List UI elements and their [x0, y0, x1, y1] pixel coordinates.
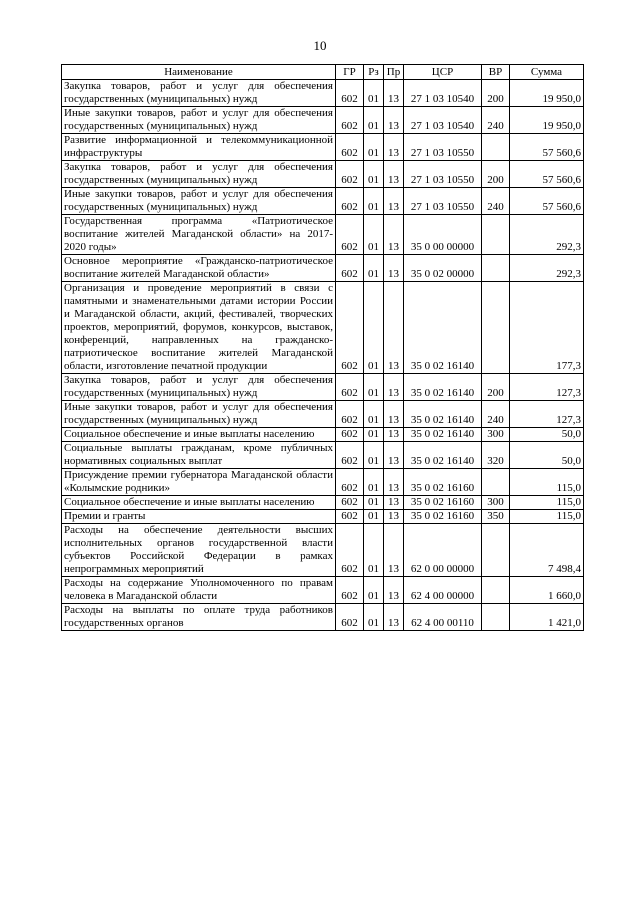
- cell-rz: 01: [364, 577, 384, 604]
- cell-pr: 13: [384, 496, 404, 510]
- table-row: [62, 188, 584, 215]
- cell-sum: 115,0: [510, 469, 584, 496]
- cell-csr: 35 0 02 16140: [404, 374, 482, 401]
- table-row: [62, 374, 584, 401]
- cell-rz: 01: [364, 161, 384, 188]
- header-gr: ГР: [336, 65, 364, 80]
- cell-pr: 13: [384, 469, 404, 496]
- cell-rz: 01: [364, 469, 384, 496]
- cell-sum: 19 950,0: [510, 107, 584, 134]
- header-pr: Пр: [384, 65, 404, 80]
- table-row: [62, 428, 584, 442]
- cell-csr: 35 0 02 16140: [404, 282, 482, 374]
- cell-sum: 57 560,6: [510, 134, 584, 161]
- cell-rz: 01: [364, 604, 384, 631]
- cell-rz: 01: [364, 442, 384, 469]
- cell-gr: 602: [336, 161, 364, 188]
- table-row: [62, 524, 584, 577]
- cell-rz: 01: [364, 255, 384, 282]
- cell-gr: 602: [336, 401, 364, 428]
- cell-csr: 27 1 03 10540: [404, 107, 482, 134]
- cell-pr: 13: [384, 107, 404, 134]
- cell-vr: 300: [482, 496, 510, 510]
- cell-name: Социальное обеспечение и иные выплаты населению: [62, 428, 336, 442]
- cell-pr: 13: [384, 374, 404, 401]
- cell-vr: 200: [482, 374, 510, 401]
- table-row: [62, 134, 584, 161]
- table-row: [62, 604, 584, 631]
- cell-name: Расходы на выплаты по оплате труда работников государственных органов: [62, 604, 336, 631]
- cell-vr: [482, 604, 510, 631]
- cell-gr: 602: [336, 428, 364, 442]
- cell-gr: 602: [336, 496, 364, 510]
- cell-sum: 115,0: [510, 510, 584, 524]
- cell-pr: 13: [384, 524, 404, 577]
- cell-pr: 13: [384, 604, 404, 631]
- cell-rz: 01: [364, 215, 384, 255]
- table-row: [62, 80, 584, 107]
- cell-name: Иные закупки товаров, работ и услуг для обеспечения государственных (муниципальных) нужд: [62, 107, 336, 134]
- cell-gr: 602: [336, 604, 364, 631]
- table-row: [62, 577, 584, 604]
- cell-sum: 127,3: [510, 401, 584, 428]
- cell-rz: 01: [364, 428, 384, 442]
- cell-csr: 35 0 02 16140: [404, 442, 482, 469]
- cell-gr: 602: [336, 134, 364, 161]
- header-rz: Рз: [364, 65, 384, 80]
- cell-name: Социальные выплаты гражданам, кроме публичных нормативных социальных выплат: [62, 442, 336, 469]
- cell-name: Премии и гранты: [62, 510, 336, 524]
- cell-gr: 602: [336, 442, 364, 469]
- cell-rz: 01: [364, 374, 384, 401]
- cell-pr: 13: [384, 80, 404, 107]
- cell-name: Государственная программа «Патриотическое воспитание жителей Магаданской области» на 2017-2020 годы»: [62, 215, 336, 255]
- cell-sum: 127,3: [510, 374, 584, 401]
- cell-name: Организация и проведение мероприятий в связи с памятными и знаменательными датами истории России и Магаданской области, акций, фестивалей, творческих проектов, мероприятий, форумов, конкурсов, выставок, конференций, направленных на гражданско-патриотическое воспитание жителей Магаданской области, изготовление печатной продукции: [62, 282, 336, 374]
- table-row: [62, 161, 584, 188]
- cell-rz: 01: [364, 107, 384, 134]
- cell-rz: 01: [364, 188, 384, 215]
- table-row: [62, 282, 584, 374]
- cell-sum: 57 560,6: [510, 161, 584, 188]
- cell-name: Иные закупки товаров, работ и услуг для обеспечения государственных (муниципальных) нужд: [62, 188, 336, 215]
- cell-csr: 62 4 00 00000: [404, 577, 482, 604]
- cell-rz: 01: [364, 510, 384, 524]
- table-row: [62, 107, 584, 134]
- cell-csr: 35 0 02 16160: [404, 469, 482, 496]
- cell-csr: 27 1 03 10550: [404, 161, 482, 188]
- cell-sum: 50,0: [510, 428, 584, 442]
- cell-name: Присуждение премии губернатора Магаданской области «Колымские родники»: [62, 469, 336, 496]
- cell-rz: 01: [364, 80, 384, 107]
- table-row: [62, 442, 584, 469]
- cell-vr: 240: [482, 401, 510, 428]
- cell-csr: 62 4 00 00110: [404, 604, 482, 631]
- cell-gr: 602: [336, 282, 364, 374]
- cell-csr: 35 0 02 00000: [404, 255, 482, 282]
- cell-name: Основное мероприятие «Гражданско-патриотическое воспитание жителей Магаданской области»: [62, 255, 336, 282]
- cell-gr: 602: [336, 215, 364, 255]
- cell-pr: 13: [384, 428, 404, 442]
- cell-rz: 01: [364, 524, 384, 577]
- cell-rz: 01: [364, 134, 384, 161]
- cell-vr: [482, 134, 510, 161]
- cell-gr: 602: [336, 107, 364, 134]
- cell-sum: 292,3: [510, 255, 584, 282]
- table-row: [62, 255, 584, 282]
- table-body: [62, 80, 584, 631]
- cell-csr: 35 0 02 16160: [404, 496, 482, 510]
- table-header-row: [62, 65, 584, 80]
- cell-sum: 292,3: [510, 215, 584, 255]
- cell-gr: 602: [336, 469, 364, 496]
- cell-pr: 13: [384, 215, 404, 255]
- cell-pr: 13: [384, 510, 404, 524]
- table-row: [62, 401, 584, 428]
- cell-name: Развитие информационной и телекоммуникационной инфраструктуры: [62, 134, 336, 161]
- cell-csr: 35 0 00 00000: [404, 215, 482, 255]
- cell-pr: 13: [384, 577, 404, 604]
- cell-sum: 50,0: [510, 442, 584, 469]
- cell-vr: [482, 524, 510, 577]
- cell-name: Закупка товаров, работ и услуг для обеспечения государственных (муниципальных) нужд: [62, 374, 336, 401]
- cell-name: Социальное обеспечение и иные выплаты населению: [62, 496, 336, 510]
- cell-name: Закупка товаров, работ и услуг для обеспечения государственных (муниципальных) нужд: [62, 80, 336, 107]
- cell-sum: 7 498,4: [510, 524, 584, 577]
- cell-vr: 240: [482, 188, 510, 215]
- cell-pr: 13: [384, 255, 404, 282]
- cell-gr: 602: [336, 80, 364, 107]
- cell-vr: 200: [482, 161, 510, 188]
- cell-name: Иные закупки товаров, работ и услуг для обеспечения государственных (муниципальных) нужд: [62, 401, 336, 428]
- cell-sum: 1 660,0: [510, 577, 584, 604]
- cell-rz: 01: [364, 282, 384, 374]
- page-number: 10: [313, 38, 327, 53]
- cell-csr: 35 0 02 16140: [404, 428, 482, 442]
- cell-vr: 320: [482, 442, 510, 469]
- cell-gr: 602: [336, 188, 364, 215]
- cell-pr: 13: [384, 134, 404, 161]
- cell-rz: 01: [364, 496, 384, 510]
- cell-pr: 13: [384, 188, 404, 215]
- cell-gr: 602: [336, 577, 364, 604]
- cell-sum: 19 950,0: [510, 80, 584, 107]
- cell-vr: [482, 577, 510, 604]
- cell-csr: 62 0 00 00000: [404, 524, 482, 577]
- cell-csr: 35 0 02 16160: [404, 510, 482, 524]
- cell-sum: 1 421,0: [510, 604, 584, 631]
- cell-sum: 115,0: [510, 496, 584, 510]
- cell-vr: 300: [482, 428, 510, 442]
- cell-vr: 200: [482, 80, 510, 107]
- cell-gr: 602: [336, 255, 364, 282]
- cell-vr: [482, 255, 510, 282]
- header-name: Наименование: [62, 65, 336, 80]
- header-vr: ВР: [482, 65, 510, 80]
- header-csr: ЦСР: [404, 65, 482, 80]
- cell-sum: 57 560,6: [510, 188, 584, 215]
- table-row: [62, 510, 584, 524]
- cell-sum: 177,3: [510, 282, 584, 374]
- cell-vr: 350: [482, 510, 510, 524]
- cell-name: Закупка товаров, работ и услуг для обеспечения государственных (муниципальных) нужд: [62, 161, 336, 188]
- table-row: [62, 215, 584, 255]
- cell-gr: 602: [336, 510, 364, 524]
- cell-csr: 27 1 03 10550: [404, 188, 482, 215]
- cell-vr: [482, 469, 510, 496]
- cell-csr: 27 1 03 10550: [404, 134, 482, 161]
- cell-pr: 13: [384, 401, 404, 428]
- cell-vr: [482, 282, 510, 374]
- cell-name: Расходы на содержание Уполномоченного по правам человека в Магаданской области: [62, 577, 336, 604]
- cell-vr: [482, 215, 510, 255]
- cell-name: Расходы на обеспечение деятельности высших исполнительных органов государственной власти субъектов Российской Федерации в рамках непрограммных мероприятий: [62, 524, 336, 577]
- cell-gr: 602: [336, 524, 364, 577]
- table-row: [62, 496, 584, 510]
- cell-rz: 01: [364, 401, 384, 428]
- cell-pr: 13: [384, 161, 404, 188]
- cell-pr: 13: [384, 442, 404, 469]
- cell-vr: 240: [482, 107, 510, 134]
- budget-table: [61, 64, 584, 631]
- cell-pr: 13: [384, 282, 404, 374]
- table-row: [62, 469, 584, 496]
- cell-csr: 27 1 03 10540: [404, 80, 482, 107]
- cell-gr: 602: [336, 374, 364, 401]
- cell-csr: 35 0 02 16140: [404, 401, 482, 428]
- header-sum: Сумма: [510, 65, 584, 80]
